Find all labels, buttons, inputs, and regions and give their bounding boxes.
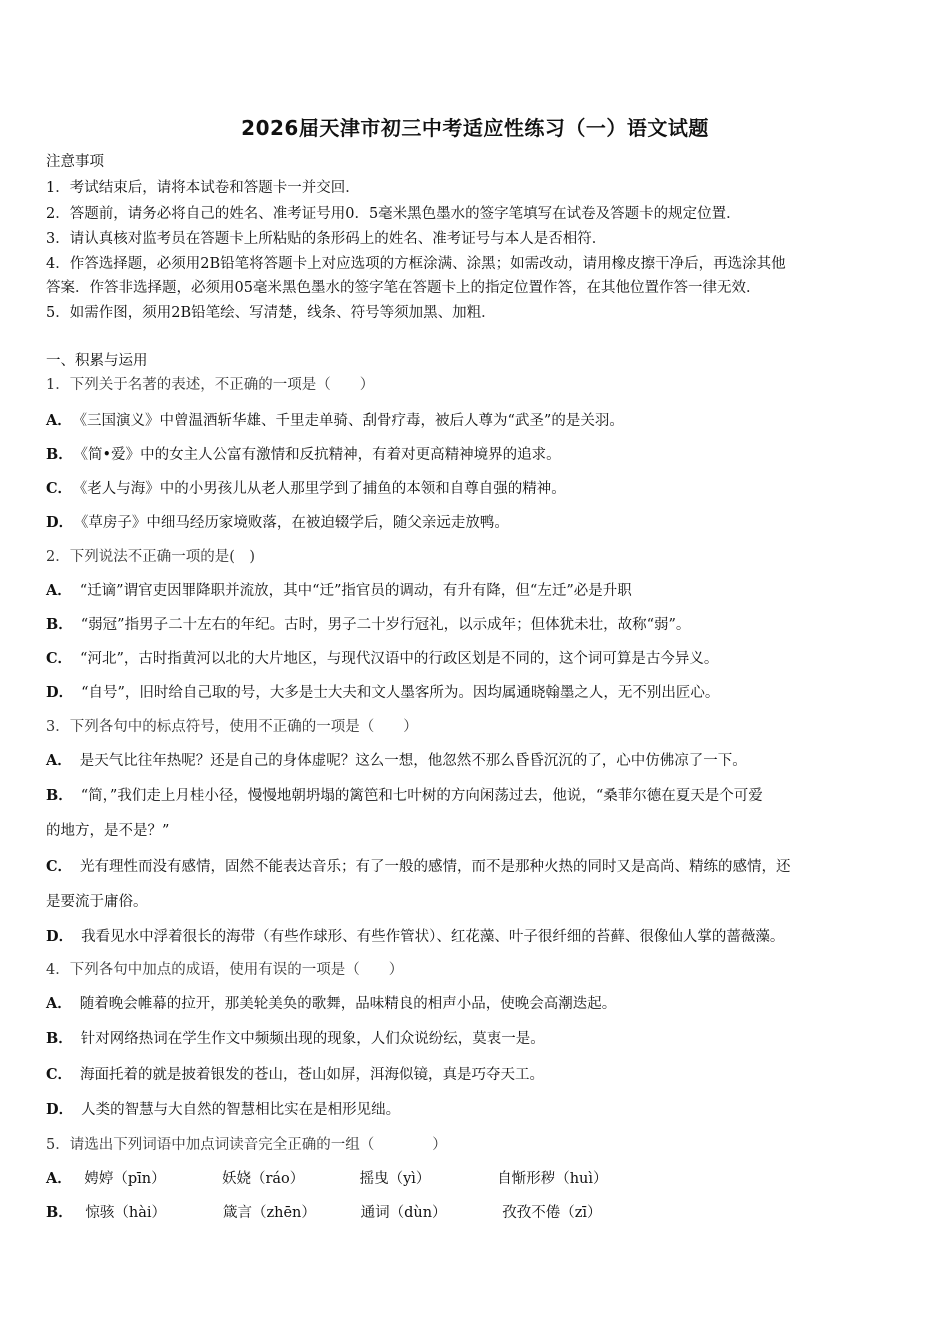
option bbox=[46, 1100, 400, 1120]
option-label: B． bbox=[46, 446, 73, 463]
option-continuation: 的地方，是不是？” bbox=[46, 823, 170, 839]
option bbox=[46, 1169, 608, 1189]
option-word: 妖娆（ráo） bbox=[221, 1171, 305, 1187]
option-label: C． bbox=[46, 1066, 73, 1083]
option-label: A． bbox=[46, 582, 72, 599]
option bbox=[46, 479, 566, 499]
option-text: 我看见水中浮着很长的海带（有些作球形、有些作管状）、红花藻、叶子很纤细的苔藓、很像仙人掌的蔷薇藻。 bbox=[81, 929, 785, 945]
option-label: D． bbox=[46, 684, 74, 701]
option-label: C． bbox=[46, 858, 73, 875]
option bbox=[46, 1065, 544, 1085]
option-label: D． bbox=[46, 928, 74, 945]
option-text: 是天气比往年热呢？还是自己的身体虚呢？这么一想，他忽然不那么昏昏沉沉的了，心中仿佛凉了一下。 bbox=[79, 753, 747, 769]
option-text: 随着晚会帷幕的拉开，那美轮美奂的歌舞，品味精良的相声小品，使晚会高潮迭起。 bbox=[79, 996, 617, 1012]
option-label: A． bbox=[46, 752, 72, 769]
option-text: 《草房子》中细马经历家境败落，在被迫辍学后，随父亲远走放鸭。 bbox=[81, 515, 509, 531]
option bbox=[46, 857, 791, 877]
option-text: “河北”，古时指黄河以北的大片地区，与现代汉语中的行政区划是不同的，这个词可算是古今异义。 bbox=[80, 651, 719, 667]
option-word: 通词（dùn） bbox=[360, 1205, 447, 1221]
notice-item: 5．如需作图，须用2B铅笔绘、写清楚，线条、符号等须加黑、加粗． bbox=[46, 305, 496, 321]
option-continuation: 是要流于庸俗。 bbox=[46, 894, 148, 910]
option-text: 《简•爱》中的女主人公富有激情和反抗精神，有着对更高精神境界的追求。 bbox=[80, 447, 561, 463]
option-label: B． bbox=[46, 787, 73, 804]
page-title: 2026届天津市初三中考适应性练习（一）语文试题 bbox=[241, 116, 709, 140]
option-word: 惊骇（hài） bbox=[85, 1205, 166, 1221]
option-text: “自号”，旧时给自己取的号，大多是士大夫和文人墨客所为。因均属通晓翰墨之人，无不别出匠心。 bbox=[81, 685, 720, 701]
option bbox=[46, 445, 561, 465]
option-word: 箴言（zhēn） bbox=[222, 1205, 316, 1221]
section-heading: 一、积累与运用 bbox=[46, 353, 148, 369]
option bbox=[46, 927, 784, 947]
option bbox=[46, 513, 509, 533]
option bbox=[46, 751, 747, 771]
option bbox=[46, 994, 616, 1014]
option bbox=[46, 1203, 601, 1223]
option-label: B． bbox=[46, 1030, 73, 1047]
option-label: A． bbox=[46, 995, 72, 1012]
option-text: “简，”我们走上月桂小径，慢慢地朝坍塌的篱笆和七叶树的方向闲荡过去，他说，“桑菲尔德在夏天是个可爱 bbox=[80, 788, 763, 804]
option bbox=[46, 649, 718, 669]
option-word: 摇曳（yì） bbox=[359, 1171, 431, 1187]
option-label: B． bbox=[46, 1204, 73, 1221]
option bbox=[46, 411, 624, 431]
question-stem: 2．下列说法不正确一项的是( ) bbox=[46, 549, 256, 565]
option-word: 娉婷（pīn） bbox=[84, 1171, 166, 1187]
option-word: 孜孜不倦（zī） bbox=[502, 1205, 602, 1221]
option-text: 针对网络热词在学生作文中频频出现的现象，人们众说纷纭，莫衷一是。 bbox=[80, 1031, 545, 1047]
option-text: 人类的智慧与大自然的智慧相比实在是相形见绌。 bbox=[81, 1102, 401, 1118]
option bbox=[46, 683, 719, 703]
option bbox=[46, 786, 763, 806]
question-stem: 4．下列各句中加点的成语，使用有误的一项是（ ） bbox=[46, 962, 404, 978]
option-label: C． bbox=[46, 480, 73, 497]
option-label: B． bbox=[46, 616, 73, 633]
notice-item: 3．请认真核对监考员在答题卡上所粘贴的条形码上的姓名、准考证号与本人是否相符． bbox=[46, 231, 607, 247]
question-stem: 5．请选出下列词语中加点词读音完全正确的一组（ ） bbox=[46, 1137, 447, 1153]
notice-item: 1．考试结束后，请将本试卷和答题卡一并交回． bbox=[46, 180, 360, 196]
notice-item: 4．作答选择题，必须用2B铅笔将答题卡上对应选项的方框涂满、涂黑；如需改动，请用橡皮擦干净后，再选涂其他 bbox=[46, 256, 786, 272]
option-label: D． bbox=[46, 1101, 74, 1118]
option bbox=[46, 615, 690, 635]
notice-item: 2．答题前，请务必将自己的姓名、准考证号用0．5毫米黑色墨水的签字笔填写在试卷及答题卡的规定位置． bbox=[46, 206, 741, 222]
option-label: C． bbox=[46, 650, 73, 667]
question-stem: 3．下列各句中的标点符号，使用不正确的一项是（ ） bbox=[46, 719, 418, 735]
option-text: 《老人与海》中的小男孩儿从老人那里学到了捕鱼的本领和自尊自强的精神。 bbox=[80, 481, 566, 497]
notice-item: 答案．作答非选择题，必须用05毫米黑色墨水的签字笔在答题卡上的指定位置作答，在其他位置作答一律无效． bbox=[46, 280, 761, 296]
option bbox=[46, 581, 632, 601]
option-label: A． bbox=[46, 1170, 72, 1187]
option-word: 自惭形秽（huì） bbox=[497, 1171, 608, 1187]
option-text: 《三国演义》中曾温酒斩华雄、千里走单骑、刮骨疗毒，被后人尊为“武圣”的是关羽。 bbox=[79, 413, 624, 429]
option-text: 海面托着的就是披着银发的苍山，苍山如屏，洱海似镜，真是巧夺天工。 bbox=[80, 1067, 545, 1083]
notice-heading: 注意事项 bbox=[46, 154, 104, 170]
option-text: “迁谪”谓官吏因罪降职并流放，其中“迁”指官员的调动，有升有降，但“左迁”必是升职 bbox=[79, 583, 632, 599]
option-text: 光有理性而没有感情，固然不能表达音乐；有了一般的感情，而不是那种火热的同时又是高尚、精练的感情，还 bbox=[80, 859, 791, 875]
option-label: A． bbox=[46, 412, 72, 429]
question-stem: 1．下列关于名著的表述，不正确的一项是（ ） bbox=[46, 377, 375, 393]
option bbox=[46, 1029, 545, 1049]
option-label: D． bbox=[46, 514, 74, 531]
option-text: “弱冠”指男子二十左右的年纪。古时，男子二十岁行冠礼，以示成年；但体犹未壮，故称“弱”。 bbox=[80, 617, 691, 633]
